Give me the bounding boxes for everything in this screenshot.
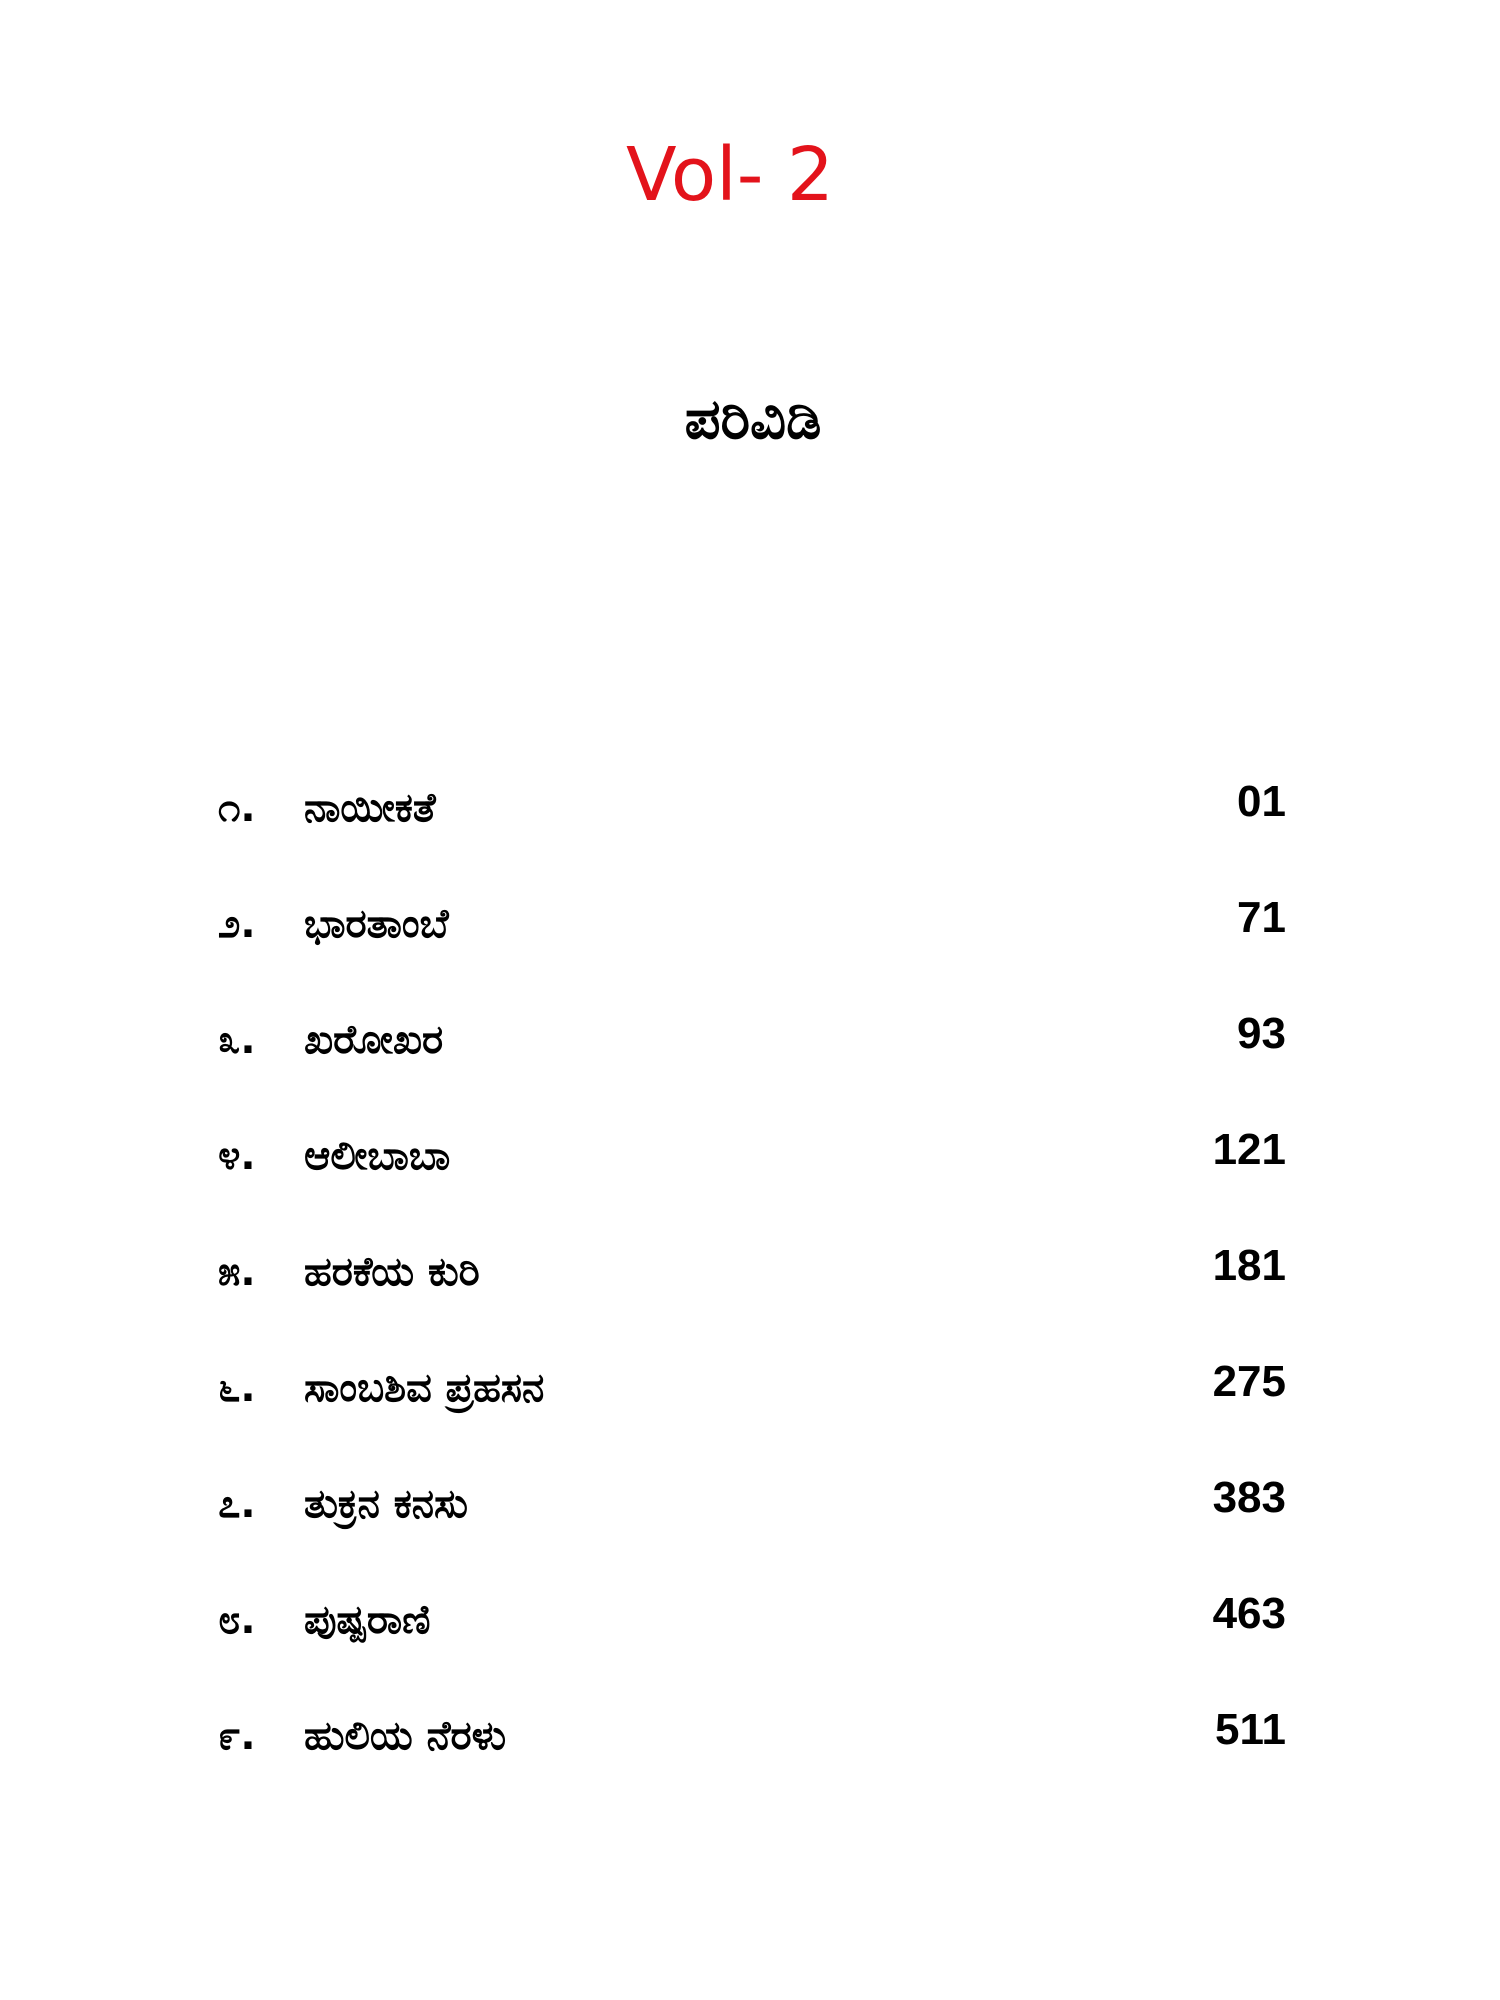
toc-entry-number: ೬. [218, 1365, 256, 1411]
toc-entry-page: 275 [1212, 1357, 1286, 1406]
toc-entry-page: 383 [1212, 1473, 1286, 1522]
toc-entry-number: ೩. [218, 1017, 256, 1063]
toc-entry-page: 511 [1215, 1705, 1286, 1754]
toc-entry-page: 463 [1212, 1589, 1286, 1638]
toc-entry-title: ಸಾಂಬಶಿವ ಪ್ರಹಸನ [304, 1365, 545, 1411]
toc-entry-page: 71 [1237, 893, 1286, 942]
toc-entry-title: ತುಕ್ರನ ಕನಸು [304, 1481, 468, 1527]
toc-entry [218, 894, 1286, 1010]
toc-entry [218, 1706, 1286, 1822]
toc-entry-title: ಪುಷ್ಪರಾಣಿ [304, 1597, 431, 1643]
toc-entry-page: 181 [1212, 1241, 1286, 1290]
toc-entry [218, 1358, 1286, 1474]
toc-entry-page: 121 [1212, 1125, 1286, 1174]
toc-entry-title: ಹುಲಿಯ ನೆರಳು [304, 1713, 507, 1759]
table-of-contents [218, 778, 1286, 1822]
toc-entry [218, 1590, 1286, 1706]
toc-entry-title: ಹರಕೆಯ ಕುರಿ [304, 1249, 480, 1295]
toc-entry [218, 1126, 1286, 1242]
toc-entry-title: ಖರೋಖರ [304, 1017, 444, 1063]
toc-entry-title: ಭಾರತಾಂಬೆ [304, 901, 449, 947]
toc-entry [218, 1242, 1286, 1358]
toc-entry-title: ನಾಯೀಕತೆ [304, 785, 436, 831]
toc-entry [218, 778, 1286, 894]
toc-entry-page: 93 [1237, 1009, 1286, 1058]
toc-entry-number: ೪. [218, 1133, 256, 1179]
toc-entry-number: ೨. [218, 901, 256, 947]
toc-entry-number: ೫. [218, 1249, 256, 1295]
toc-entry [218, 1474, 1286, 1590]
page-title: ಪರಿವಿಡಿ [684, 387, 822, 452]
volume-label: Vol- 2 [625, 132, 835, 218]
toc-entry-title: ಆಲೀಬಾಬಾ [304, 1133, 451, 1179]
toc-entry-number: ೧. [218, 785, 256, 831]
toc-entry-number: ೯. [218, 1713, 256, 1759]
toc-entry-number: ೭. [218, 1481, 256, 1527]
toc-entry [218, 1010, 1286, 1126]
toc-entry-page: 01 [1237, 777, 1286, 826]
toc-entry-number: ೮. [218, 1597, 256, 1643]
